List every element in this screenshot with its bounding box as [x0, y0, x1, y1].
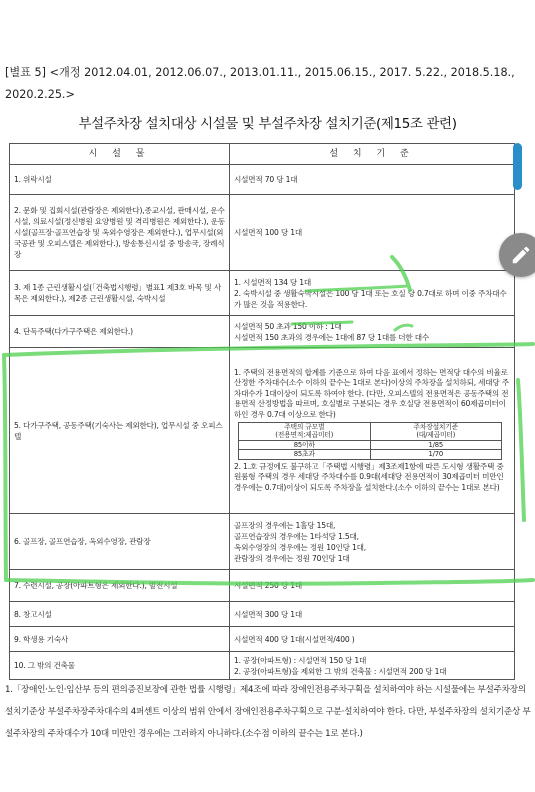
facility-cell: 8. 창고시설 [10, 602, 230, 627]
table-row [10, 652, 515, 680]
footnote: 1.「장애인·노인·임산부 등의 편의증진보장에 관한 법률 시행령」제4조에 따라 장애인전용주차구획을 설치하여야 하는 시설물에는 부설주차장의 설치기준상 부설주차장주차대수의 4퍼센트 이상의 범위 안에서 장애인전용주차구획으로 구분·설치하여야 한다. 다만, 부설주차장의 설치기준상 부설주차장의 주차대수가 10대 미만인 경우에는 그러하지 아니하다.(소수점 이하의 끝수는 1로 본다.) [5, 685, 531, 739]
facility-cell: 5. 다가구주택, 공동주택(기숙사는 제외한다), 업무시설 중 오피스텔 [10, 348, 230, 514]
highlight-box-right [518, 380, 524, 520]
table-row [10, 570, 515, 602]
facility-cell: 4. 단독주택(다가구주택은 제외한다.) [10, 316, 230, 348]
sub-cell: 85초과 [239, 450, 371, 460]
table-row [10, 165, 515, 195]
table-row [10, 514, 515, 570]
standard-text-1: 1. 주택의 전용면적의 합계를 기준으로 하여 다음 표에서 정하는 면적당 대수의 비율로 산정한 주차대수(소수 이하의 끝수는 1대로 본다)이상의 주차장을 설치하되, 세대당 주차대수가 1대이상이 되도록 하여야 한다. (다만, 오피스텔의 전용면적은 공동주택의 전용면적 산정방법을 따르며, 호실별로 구분되는 경우 호실당 전용면적이 60제곱미터이하인 경우 0.7대 이상으로 한다) [234, 367, 509, 419]
standard-cell: 시설면적 50 초과 150 이하 : 1대 시설면적 150 초과의 경우에는 1대에 87 당 1대를 더한 대수 [230, 316, 515, 348]
facility-cell: 7. 수련시설, 공장(아파트형은 제외한다.), 발전시설 [10, 570, 230, 602]
size-ratio-table [238, 422, 502, 460]
edit-button[interactable] [499, 233, 535, 277]
standard-cell: 시설면적 400 당 1대(시설면적/400 ) [230, 627, 515, 652]
annex-header [5, 62, 530, 106]
standard-cell: 시설면적 300 당 1대 [230, 602, 515, 627]
standard-cell: 시설면적 250 당 1대 [230, 570, 515, 602]
sub-cell: 85이하 [239, 440, 371, 450]
highlight-box-left [4, 355, 6, 580]
table-row [10, 627, 515, 652]
parking-standards-table [9, 143, 515, 680]
standard-cell: 골프장의 경우에는 1홀당 15대, 골프연습장의 경우에는 1타석당 1.5대, 옥외수영장의 경우에는 정원 10인당 1대, 관람장의 경우에는 정원 70인당 1대 [230, 514, 515, 570]
table-row [10, 602, 515, 627]
facility-cell: 9. 학생용 기숙사 [10, 627, 230, 652]
revision-line-1: [별표 5] <개정 2012.04.01, 2012.06.07., 2013.01.11., 2015.06.15., 2017. 5.22., 2018.5.18., [5, 66, 515, 79]
header-facility: 시 설 물 [10, 144, 230, 165]
facility-cell: 1. 위락시설 [10, 165, 230, 195]
standard-text-2: 2. 1.호 규정에도 불구하고「주택법 시행령」제3조제1항에 따른 도시형 생활주택 중 원룸형 주택의 경우 세대당 주차대수를 0.9대(세대당 전용면적이 30제곱미터 미만인 경우에는 0.7대)이상이 되도록 주차장을 설치한다.(소수 이하의 끝수는 1대로 본다) [234, 461, 504, 492]
page-title: 부설주차장 설치대상 시설물 및 부설주차장 설치기준(제15조 관련) [78, 116, 457, 132]
standard-cell: 시설면적 100 당 1대 [230, 195, 515, 271]
table-row [10, 348, 515, 514]
facility-cell: 3. 제 1종 근린생활시설(「건축법시행령」별표1 제3호 바목 및 사목은 제외한다.), 제2종 근린생활시설, 숙박시설 [10, 271, 230, 316]
table-header-row [10, 144, 515, 165]
pencil-icon [510, 244, 532, 266]
revision-line-2: 2020.2.25.> [5, 88, 75, 101]
sub-header-size: 주택의 규모별 (전용면적:제곱미터) [239, 422, 371, 440]
table-row [10, 316, 515, 348]
sub-table-row [239, 440, 502, 450]
standard-cell: 1. 공장(아파트형) : 시설면적 150 당 1대 2. 공장(아파트형)을 제외한 그 밖의 건축물 : 시설면적 200 당 1대 [230, 652, 515, 680]
table-row [10, 195, 515, 271]
standard-cell: 1. 시설면적 134 당 1대 2. 숙박시설 중 생활숙박시설은 100 당 1대 또는 호실 당 0.7대로 하며 이중 주차대수가 많은 것을 적용한다. [230, 271, 515, 316]
sub-header-ratio: 주차장설치기준 (대/제곱미터) [370, 422, 502, 440]
facility-cell: 6. 골프장, 골프연습장, 옥외수영장, 관람장 [10, 514, 230, 570]
facility-cell: 10. 그 밖의 건축물 [10, 652, 230, 680]
sub-table-header-row [239, 422, 502, 440]
standard-cell [230, 348, 515, 514]
standard-cell: 시설면적 70 당 1대 [230, 165, 515, 195]
sub-cell: 1/70 [370, 450, 502, 460]
sub-cell: 1/85 [370, 440, 502, 450]
facility-cell: 2. 문화 및 집회시설(관람장은 제외한다),종교시설, 판매시설, 운수시설, 의료시설(정신병원 요양병원 및 격리병원은 제외한다.), 운동시설(골프장·골프연습장 및 옥외수영장은 제외한다.), 업무시설(외국공관 및 오피스텔은 제외한다.), 방송통신시설 중 방송국, 장례식장 [10, 195, 230, 271]
table-row [10, 271, 515, 316]
scrollbar[interactable] [513, 143, 522, 190]
sub-table-row [239, 450, 502, 460]
header-standard: 설 치 기 준 [230, 144, 515, 165]
